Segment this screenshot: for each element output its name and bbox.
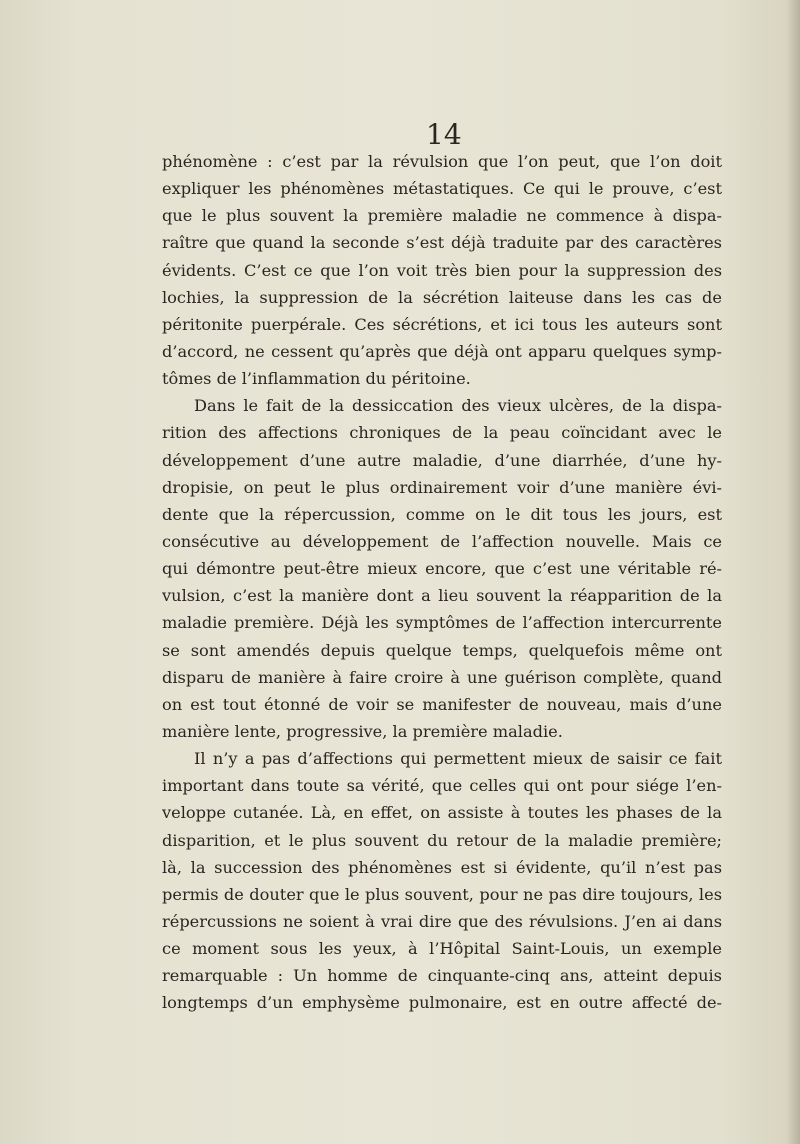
text-line: on est tout étonné de voir se manifester de nouveau, mais d’une (162, 694, 722, 714)
text-line: lochies, la suppression de la sécrétion laiteuse dans les cas de (162, 287, 722, 307)
text-line: développement d’une autre maladie, d’une diarrhée, d’une hy- (162, 450, 722, 470)
text-line: expliquer les phénomènes métastatiques. Ce qui le prouve, c’est (162, 179, 722, 199)
text-line: maladie première. Déjà les symptômes de l’affection intercurrente (162, 613, 722, 633)
text-line: disparition, et le plus souvent du retour de la maladie première; (162, 830, 722, 850)
text-line: phénomène : c’est par la révulsion que l’on peut, que l’on doit (162, 152, 722, 171)
text-line: permis de douter que le plus souvent, pour ne pas dire toujours, les (162, 884, 722, 904)
text-line: d’accord, ne cessent qu’après que déjà ont apparu quelques symp- (162, 341, 722, 361)
text-line: important dans toute sa vérité, que celles qui ont pour siége l’en- (162, 776, 722, 796)
page-number: 14 (426, 118, 462, 151)
text-line: dropisie, on peut le plus ordinairement voir d’une manière évi- (162, 477, 722, 497)
paragraph-start-line: Il n’y a pas d’affections qui permettent mieux de saisir ce fait (194, 749, 722, 769)
text-line: se sont amendés depuis quelque temps, quelquefois même ont (162, 640, 722, 660)
text-line: longtemps d’un emphysème pulmonaire, est en outre affecté de- (162, 993, 722, 1013)
page-edge-shadow (786, 0, 800, 1144)
text-line: que le plus souvent la première maladie ne commence à dispa- (162, 206, 722, 226)
text-line: manière lente, progressive, la première maladie. (162, 721, 563, 741)
paragraph-start-line: Dans le fait de la dessiccation des vieux ulcères, de la dispa- (194, 396, 722, 416)
text-line: tômes de l’inflammation du péritoine. (162, 369, 471, 389)
text-line: disparu de manière à faire croire à une guérison complète, quand (162, 667, 722, 687)
text-line: répercussions ne soient à vrai dire que des révulsions. J’en ai dans (162, 911, 722, 931)
text-line: dente que la répercussion, comme on le dit tous les jours, est (162, 504, 722, 524)
text-line: remarquable : Un homme de cinquante-cinq ans, atteint depuis (162, 966, 722, 986)
text-line: évidents. C’est ce que l’on voit très bien pour la suppression des (162, 260, 722, 280)
text-line: rition des affections chroniques de la peau coïncidant avec le (162, 423, 722, 443)
text-line: raître que quand la seconde s’est déjà traduite par des caractères (162, 233, 722, 253)
text-line: consécutive au développement de l’affection nouvelle. Mais ce (162, 531, 722, 551)
text-line: ce moment sous les yeux, à l’Hôpital Saint-Louis, un exemple (162, 939, 722, 959)
body-text (162, 148, 722, 1017)
text-line: vulsion, c’est la manière dont a lieu souvent la réapparition de la (162, 586, 722, 606)
text-line: qui démontre peut-être mieux encore, que c’est une véritable ré- (162, 559, 722, 579)
text-line: là, la succession des phénomènes est si évidente, qu’il n’est pas (162, 857, 722, 877)
text-line: veloppe cutanée. Là, en effet, on assiste à toutes les phases de la (162, 803, 722, 823)
text-line: péritonite puerpérale. Ces sécrétions, et ici tous les auteurs sont (162, 314, 722, 334)
